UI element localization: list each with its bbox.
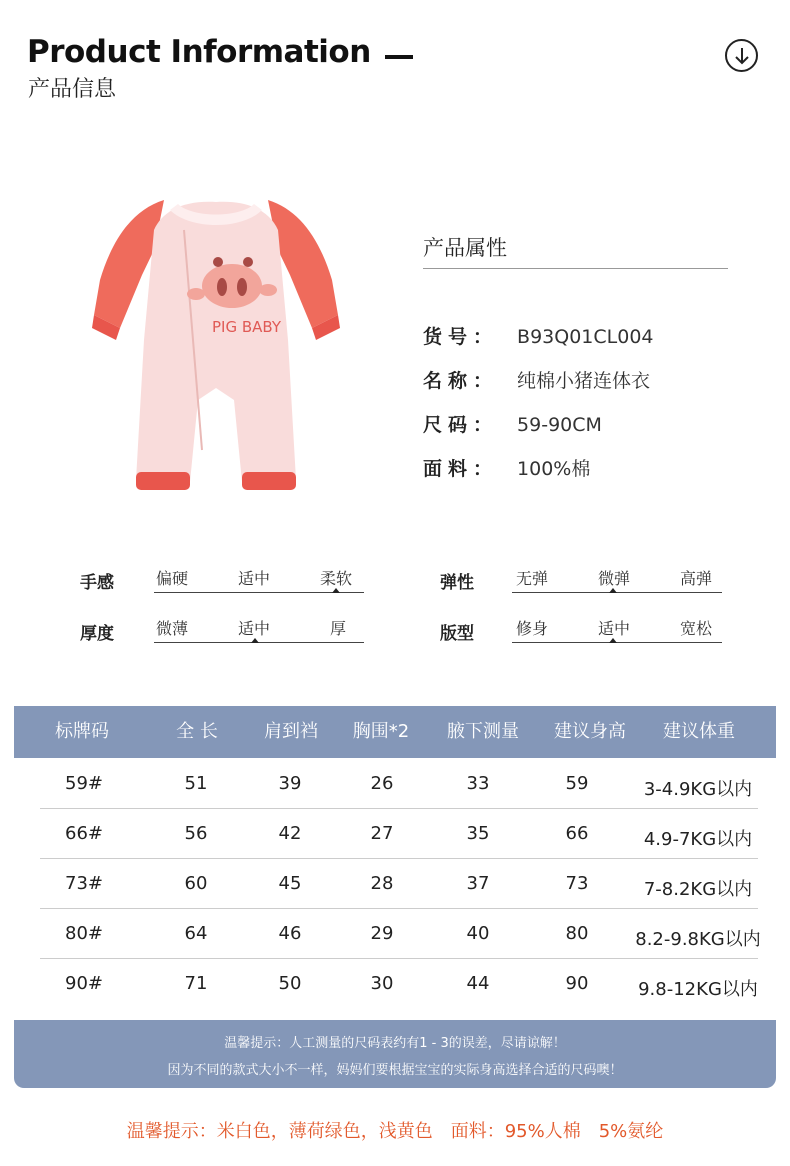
table-cell: 45	[278, 873, 302, 894]
attr-label: 面料：	[423, 458, 499, 480]
scale-bar	[512, 592, 722, 593]
scale-fit	[512, 616, 722, 646]
table-cell: 46	[278, 923, 302, 944]
scale-bar	[512, 642, 722, 643]
table-cell: 59	[565, 773, 589, 794]
col-header: 建议身高	[554, 721, 626, 742]
notice-box	[14, 1020, 776, 1088]
attr-value: 100%棉	[517, 458, 591, 480]
table-cell: 50	[278, 973, 302, 994]
scale-elasticity	[512, 566, 722, 596]
col-header: 建议体重	[663, 721, 735, 742]
attr-row-sku	[423, 322, 654, 349]
table-cell: 40	[466, 923, 490, 944]
scale-label-fit: 版型	[440, 624, 474, 644]
table-cell: 90	[565, 973, 589, 994]
page-subtitle: 产品信息	[28, 77, 117, 102]
notice-line-1: 温馨提示：人工测量的尺码表约有1 - 3的误差，尽请谅解！	[224, 1036, 566, 1051]
table-cell: 26	[370, 773, 394, 794]
table-row-divider	[40, 808, 758, 809]
col-header: 肩到裆	[264, 721, 318, 742]
col-header: 全 长	[176, 721, 218, 742]
table-cell: 64	[184, 923, 208, 944]
table-cell: 44	[466, 973, 490, 994]
scale-option: 适中	[598, 619, 631, 638]
col-header: 腋下测量	[447, 721, 519, 742]
scale-marker	[332, 588, 340, 593]
attributes-title: 产品属性	[423, 236, 507, 260]
arrow-down-circle-icon	[733, 46, 751, 66]
table-cell: 66#	[65, 823, 103, 844]
table-cell: 35	[466, 823, 490, 844]
table-cell: 60	[184, 873, 208, 894]
attributes-divider	[423, 268, 728, 269]
table-cell: 30	[370, 973, 394, 994]
table-cell: 80#	[65, 923, 103, 944]
scale-label-thickness: 厚度	[80, 624, 114, 644]
scale-option: 宽松	[680, 619, 713, 638]
table-cell: 8.2-9.8KG以内	[635, 929, 761, 950]
attr-label: 尺码：	[423, 414, 499, 436]
scale-option: 高弹	[680, 569, 713, 588]
table-cell: 56	[184, 823, 208, 844]
attr-label: 名称：	[423, 370, 499, 392]
scale-option: 偏硬	[156, 569, 189, 588]
scale-option: 适中	[238, 569, 271, 588]
table-cell: 51	[184, 773, 208, 794]
scale-bar	[154, 642, 364, 643]
footer-note: 温馨提示：米白色，薄荷绿色，浅黄色 面料：95%人棉 5%氨纶	[126, 1121, 664, 1142]
table-row-divider	[40, 858, 758, 859]
table-cell: 90#	[65, 973, 103, 994]
title-dash	[385, 55, 413, 59]
attr-value: 59-90CM	[517, 414, 602, 436]
table-cell: 7-8.2KG以内	[643, 879, 753, 900]
scale-marker	[251, 638, 259, 643]
attr-row-name	[423, 366, 650, 393]
table-cell: 66	[565, 823, 589, 844]
scale-label-feel: 手感	[80, 573, 114, 593]
scale-option: 微薄	[156, 619, 189, 638]
scale-feel	[154, 566, 364, 596]
table-cell: 9.8-12KG以内	[638, 979, 758, 1000]
scale-option: 修身	[516, 619, 549, 638]
attr-row-fabric	[423, 454, 590, 481]
table-cell: 73	[565, 873, 589, 894]
scale-option: 无弹	[516, 569, 549, 588]
scale-option: 柔软	[320, 569, 353, 588]
notice-line-2: 因为不同的款式大小不一样，妈妈们要根据宝宝的实际身高选择合适的尺码噢！	[167, 1063, 623, 1078]
table-cell: 28	[370, 873, 394, 894]
table-cell: 39	[278, 773, 302, 794]
scale-marker	[609, 588, 617, 593]
attr-value: 纯棉小猪连体衣	[517, 370, 651, 392]
attr-value: B93Q01CL004	[517, 326, 654, 348]
scale-marker	[609, 638, 617, 643]
product-image	[92, 190, 340, 500]
print-text: PIG BABY	[212, 318, 282, 336]
attr-label: 货号：	[423, 326, 499, 348]
table-row-divider	[40, 958, 758, 959]
scale-option: 适中	[238, 619, 271, 638]
scale-option: 厚	[330, 619, 347, 638]
scale-label-elasticity: 弹性	[440, 573, 474, 593]
scale-option: 微弹	[598, 569, 631, 588]
table-cell: 27	[370, 823, 394, 844]
size-table-header	[14, 706, 776, 758]
attr-row-size	[423, 410, 602, 437]
table-cell: 4.9-7KG以内	[643, 829, 753, 850]
download-button[interactable]	[725, 39, 758, 72]
table-cell: 59#	[65, 773, 103, 794]
page-title: Product Information	[27, 34, 371, 70]
scale-thickness	[154, 616, 364, 646]
table-row-divider	[40, 908, 758, 909]
table-cell: 3-4.9KG以内	[643, 779, 753, 800]
table-cell: 71	[184, 973, 208, 994]
table-cell: 42	[278, 823, 302, 844]
table-cell: 33	[466, 773, 490, 794]
table-cell: 80	[565, 923, 589, 944]
table-cell: 37	[466, 873, 490, 894]
col-header: 标牌码	[55, 721, 109, 742]
table-cell: 29	[370, 923, 394, 944]
table-cell: 73#	[65, 873, 103, 894]
col-header: 胸围*2	[352, 721, 410, 742]
